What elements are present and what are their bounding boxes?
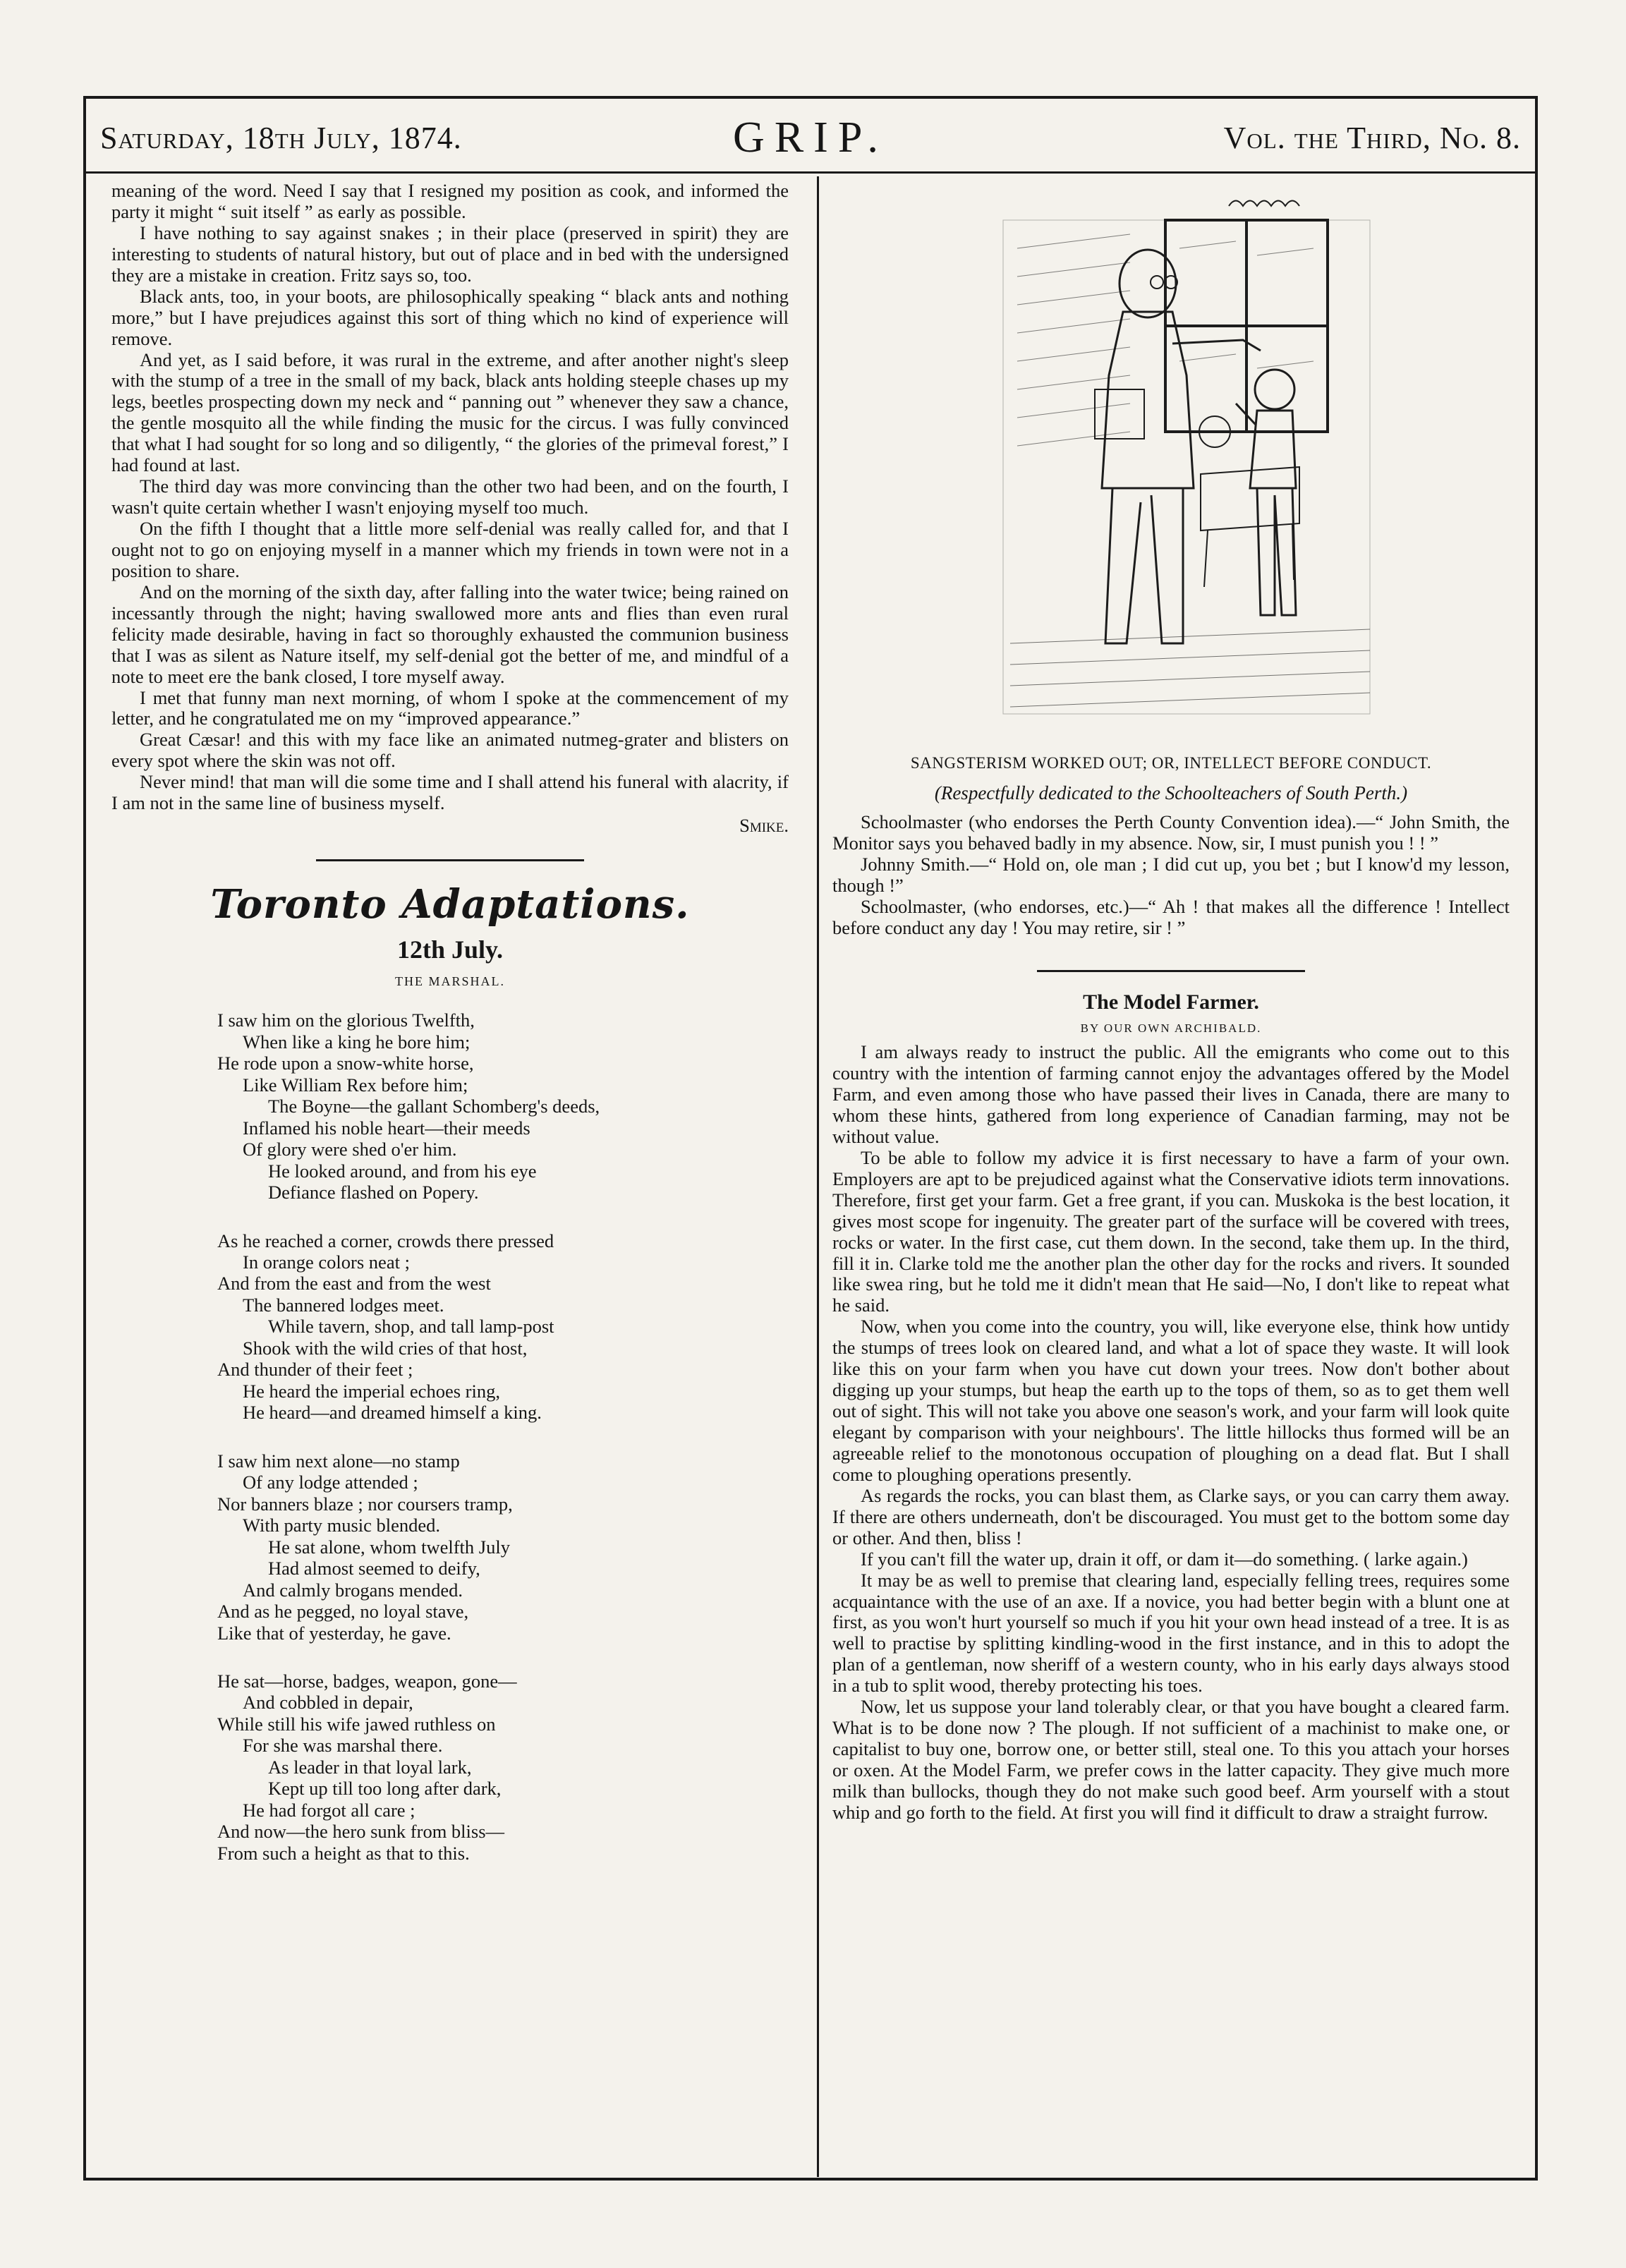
right-column xyxy=(832,181,1510,1824)
poem-line: Nor banners blaze ; nor coursers tramp, xyxy=(217,1493,513,1515)
paragraph: Great Cæsar! and this with my face like an animated nutmeg-grater and blisters on every spot where the skin was not off. xyxy=(111,729,789,772)
paragraph: Black ants, too, in your boots, are philosophically speaking “ black ants and nothing more,” but I have prejudices against this sort of thing which no kind of experience will remove. xyxy=(111,285,789,349)
dialogue-line: Schoolmaster, (who endorses, etc.)—“ Ah ! that makes all the difference ! Intellect before conduct any day ! You may retire, sir ! ” xyxy=(832,896,1510,939)
poem-line: I saw him next alone—no stamp xyxy=(217,1450,460,1472)
poem-line: As he reached a corner, crowds there pressed xyxy=(217,1230,554,1251)
paragraph: I met that funny man next morning, of whom I spoke at the commencement of my letter, and he congratulated me on my “improved appearance.” xyxy=(111,686,789,729)
poem-line: Like William Rex before him; xyxy=(243,1074,468,1096)
section-title: Toronto Adaptations. xyxy=(210,881,690,928)
column-divider xyxy=(817,176,819,2177)
poem-line: With party music blended. xyxy=(243,1515,441,1536)
letter-text xyxy=(111,181,789,837)
paragraph: To be able to follow my advice it is first necessary to have a farm of your own. Employers are apt to be prejudiced against what the Conservative idiots term innovations. Therefore, first get your farm. Get a free grant, if you can. Muskoka is the best location, it gives most scope for ingenuity. The greater part of the surface will be covered with trees, rocks or water. In the first case, cut them down. In the second, take them up. In the third, fill it in. Clarke told me the another plan the other day for the rocks and rivers. It sounded like swea ring, but he told me it didn't mean that He said—No, I don't like to repeat what he said. xyxy=(832,1146,1510,1316)
poem-line: While tavern, shop, and tall lamp-post xyxy=(268,1316,554,1338)
masthead xyxy=(83,96,1538,174)
poem-line: He rode upon a snow-white horse, xyxy=(217,1053,474,1074)
paragraph: On the fifth I thought that a little more self-denial was really called for, and that I ought not to go on enjoying myself in a manner which my friends in town were not in a position to share. xyxy=(111,518,789,581)
poem-line: He heard—and dreamed himself a king. xyxy=(243,1402,542,1424)
poem-line: And from the east and from the west xyxy=(217,1273,491,1294)
publication-title: GRIP. xyxy=(733,114,888,162)
poem-line: The Boyne—the gallant Schomberg's deeds, xyxy=(268,1096,600,1117)
poem-line: Kept up till too long after dark, xyxy=(268,1778,502,1800)
article-byline: BY OUR OWN ARCHIBALD. xyxy=(1080,1021,1262,1035)
section-divider xyxy=(1037,970,1305,972)
poem-line: I saw him on the glorious Twelfth, xyxy=(217,1009,475,1031)
poem-line: He sat alone, whom twelfth July xyxy=(268,1536,510,1558)
signature: Smike. xyxy=(739,815,789,837)
paragraph: Now, let us suppose your land tolerably clear, or that you have bought a cleared farm. What is to be done now ? The plough. If not sufficient of a machinist to make one, or capitalist to buy one, borrow one, or better still, steal one. To this you attach your horses or oxen. At the Model Farm, we prefer cows in the latter capacity. They give much more milk than bullocks, though they do not make such good beef. Arm yourself with a stout whip and go forth to the field. At first you will find it difficult to draw a straight furrow. xyxy=(832,1696,1510,1823)
poem-line: And cobbled in depair, xyxy=(243,1692,413,1714)
poem-stanza xyxy=(217,1670,789,1864)
poem-line: And now—the hero sunk from bliss— xyxy=(217,1821,505,1843)
paragraph: If you can't fill the water up, drain it off, or dam it—do something. ( larke again.) xyxy=(861,1548,1468,1570)
poem-title: 12th July. xyxy=(396,935,504,964)
cartoon-illustration xyxy=(989,192,1384,735)
poem-line: For she was marshal there. xyxy=(243,1735,443,1757)
poem-line: The bannered lodges meet. xyxy=(243,1294,444,1316)
article-title: The Model Farmer. xyxy=(1083,990,1259,1014)
paragraph: meaning of the word. Need I say that I resigned my position as cook, and informed the party it might “ suit itself ” as early as possible. xyxy=(111,180,789,222)
poem-stanza xyxy=(217,1230,789,1424)
poem-line: In orange colors neat ; xyxy=(243,1251,410,1273)
poem-line: And thunder of their feet ; xyxy=(217,1359,413,1381)
poem-line: Inflamed his noble heart—their meeds xyxy=(243,1117,530,1139)
poem-subtitle: THE MARSHAL. xyxy=(394,974,505,988)
poem-line: When like a king he bore him; xyxy=(243,1031,471,1053)
paragraph: As regards the rocks, you can blast them, as Clarke says, or you can carry them away. If there are others underneath, don't be discouraged. You must get to the bottom some day or other. And then, bliss ! xyxy=(832,1484,1510,1548)
poem-line: As leader in that loyal lark, xyxy=(268,1756,472,1778)
poem-line: Like that of yesterday, he gave. xyxy=(217,1622,451,1644)
volume-number: Vol. the Third, No. 8. xyxy=(1223,121,1521,155)
dialogue-line: Schoolmaster (who endorses the Perth County Convention idea).—“ John Smith, the Monitor says you behaved badly in my absence. Now, sir, I must punish you ! ! ” xyxy=(832,811,1510,854)
poem-line: He sat—horse, badges, weapon, gone— xyxy=(217,1670,517,1692)
poem-stanza xyxy=(217,1450,789,1644)
poem-line: Had almost seemed to deify, xyxy=(268,1558,480,1579)
cartoon-dedication: (Respectfully dedicated to the Schoolteachers of South Perth.) xyxy=(934,782,1408,803)
paragraph: And on the morning of the sixth day, after falling into the water twice; being rained on incessantly through the night; having swallowed more ants and flies than even rural felicity made desirable, having in fact so thoroughly exhausted the communion business that I was as silent as Nature itself, my self-denial got the better of me, and mindful of a note to meet ere the bank closed, I tore myself away. xyxy=(111,581,789,687)
poem-line: He heard the imperial echoes ring, xyxy=(243,1380,500,1402)
poem-line: He looked around, and from his eye xyxy=(268,1160,537,1182)
left-column xyxy=(111,181,789,1891)
paragraph: It may be as well to premise that clearing land, especially felling trees, requires some acquaintance with the use of an axe. If a novice, you had better begin with a blunt one at first, as you won't hurt yourself so much if you hit your own head instead of a tree. It is as well to practise by splitting kindling-wood in the first instance, and in this to adopt the plan of a gentleman, now sheriff of a western county, who in his early days always stood in a tub to split wood, thereby protecting his toes. xyxy=(832,1569,1510,1697)
poem-stanza xyxy=(217,1009,789,1203)
section-divider xyxy=(316,859,584,861)
poem-line: From such a height as that to this. xyxy=(217,1842,470,1864)
paragraph: I am always ready to instruct the public. All the emigrants who come out to this country with the intention of farming cannot enjoy the advantages offered by the Model Farm, and even among those who have passed their lives in Canada, there are many to whom these hints, gathered from long experience of Canadian farming, may not be without value. xyxy=(832,1041,1510,1147)
paragraph: I have nothing to say against snakes ; in their place (preserved in spirit) they are interesting to students of natural history, but out of place and in bed with the undersigned they are a mistake in creation. Fritz says so, too. xyxy=(111,222,789,286)
issue-date: Saturday, 18th July, 1874. xyxy=(100,121,462,155)
poem-line: While still his wife jawed ruthless on xyxy=(217,1713,496,1735)
poem-line: And as he pegged, no loyal stave, xyxy=(217,1601,469,1623)
poem-line: Of any lodge attended ; xyxy=(243,1472,418,1493)
poem-line: And calmly brogans mended. xyxy=(243,1579,463,1601)
paragraph: Now, when you come into the country, you will, like everyone else, think how untidy the stumps of trees look on cleared land, and what a lot of space they waste. It will look like this on your farm when you have cut down your trees. Now don't bother about digging up your stumps, but heap the earth up to the tops of them, so as to get them well out of sight. This will not take you above one season's work, and your farm will look quite elegant by comparison with your neighbours'. The little hillocks thus formed will be an agreeable relief to the monotonous occupation of ploughing on a dead flat. But I shall come to ploughing operations presently. xyxy=(832,1316,1510,1485)
poem-line: Of glory were shed o'er him. xyxy=(243,1139,457,1160)
poem xyxy=(217,1009,789,1864)
paragraph: And yet, as I said before, it was rural in the extreme, and after another night's sleep with the stump of a tree in the small of my back, black ants holding steeple chases up my legs, beetles prospecting down my neck and “ panning out ” whenever they saw a chance, the gentle mosquito all the while finding the music for the circus. I was fully convinced that what I had sought for so long and so diligently, “ the glories of the primeval forest,” I had found at last. xyxy=(111,348,789,476)
paragraph: The third day was more convincing than the other two had been, and on the fourth, I wasn't quite certain whether I wasn't enjoying myself too much. xyxy=(111,475,789,519)
poem-line: Defiance flashed on Popery. xyxy=(268,1182,479,1203)
poem-line: Shook with the wild cries of that host, xyxy=(243,1337,528,1359)
poem-line: He had forgot all care ; xyxy=(243,1799,415,1821)
paragraph: Never mind! that man will die some time and I shall attend his funeral with alacrity, if I am not in the same line of business myself. xyxy=(111,771,789,814)
dialogue-line: Johnny Smith.—“ Hold on, ole man ; I did cut up, you bet ; but I know'd my lesson, though !” xyxy=(832,854,1510,897)
cartoon-caption: SANGSTERISM WORKED OUT; OR, INTELLECT BEFORE CONDUCT. xyxy=(910,753,1432,772)
